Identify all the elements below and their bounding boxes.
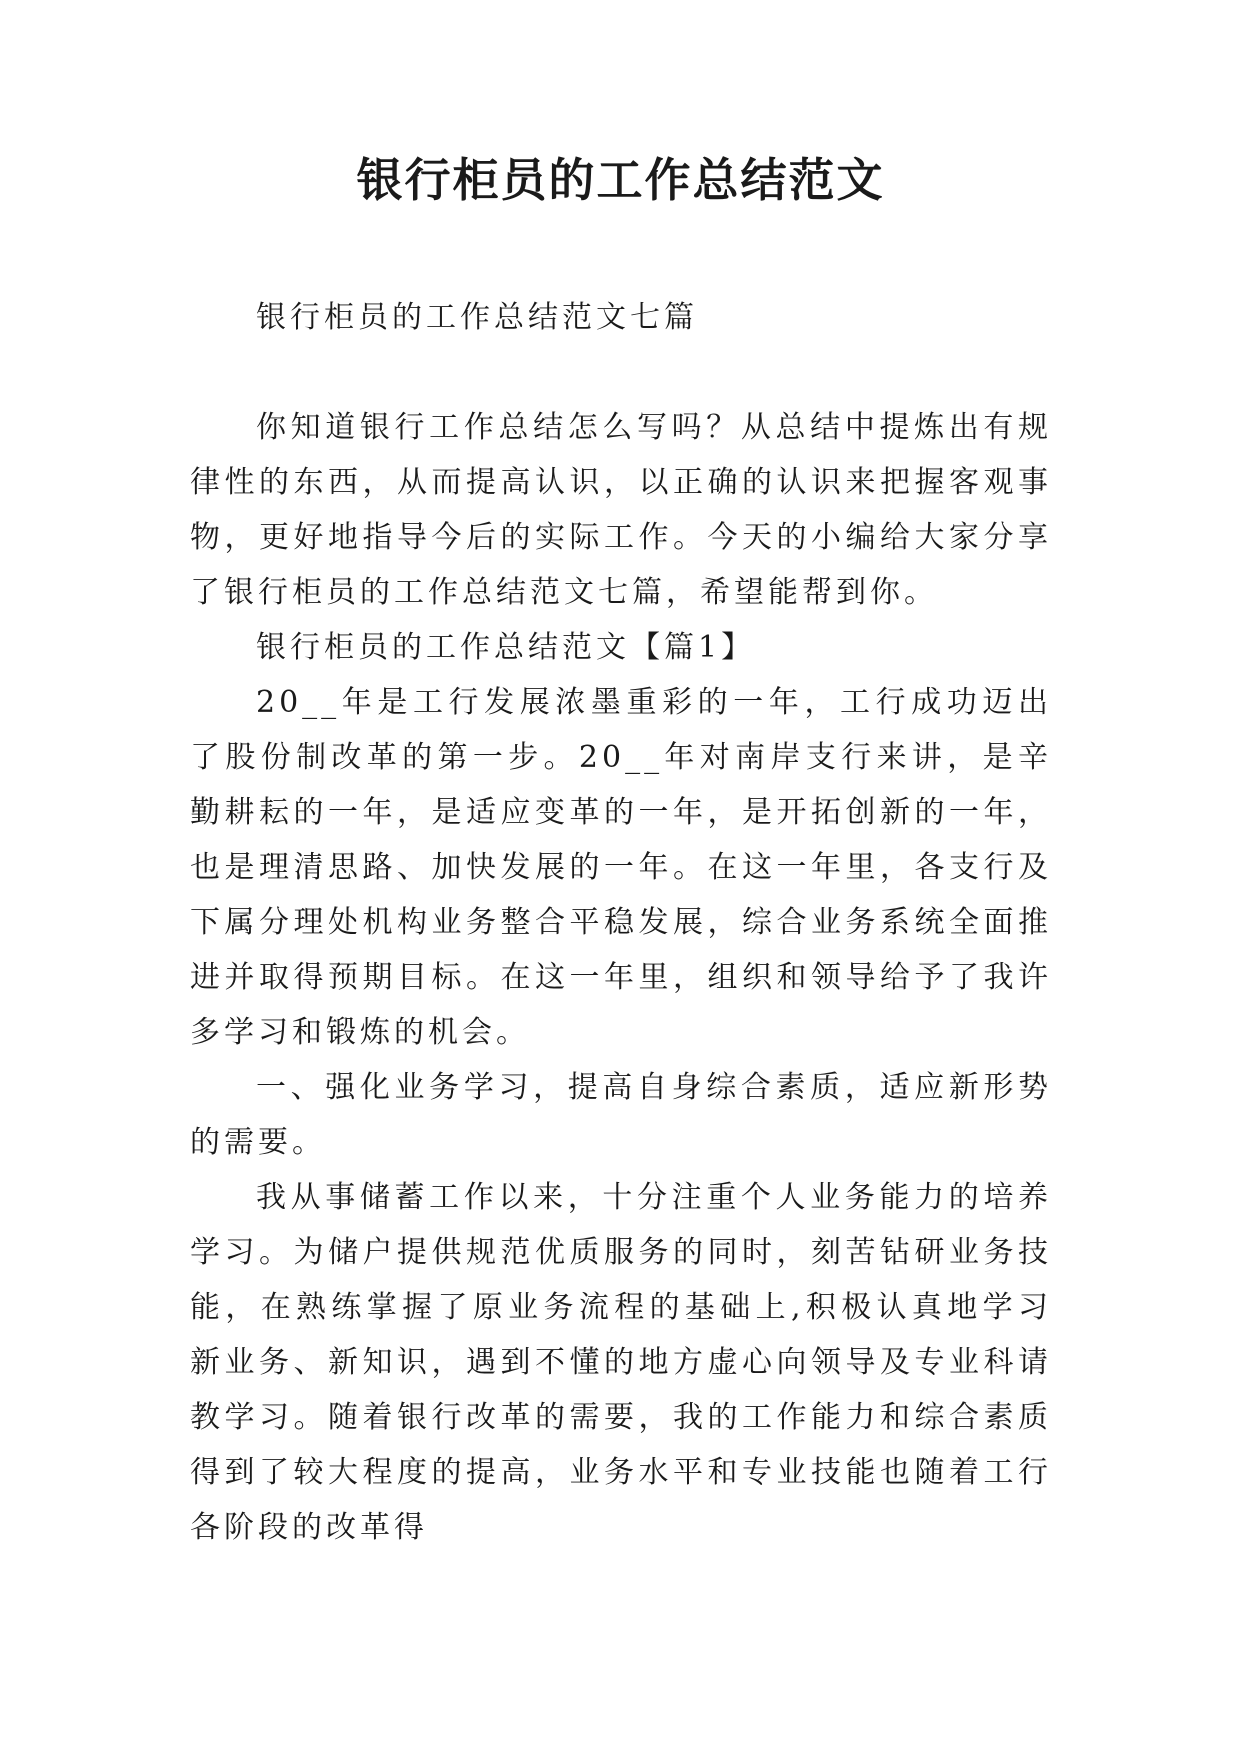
document-title: 银行柜员的工作总结范文: [356, 153, 885, 207]
document-subtitle: 银行柜员的工作总结范文七篇: [256, 300, 698, 335]
point-heading: 一、强化业务学习，提高自身综合素质，适应新形势的需要。: [190, 1070, 1052, 1160]
intro-paragraph: 你知道银行工作总结怎么写吗？从总结中提炼出有规律性的东西，从而提高认识，以正确的认识来把握客观事物，更好地指导今后的实际工作。今天的小编给大家分享了银行柜员的工作总结范文七篇，希望能帮到你。: [190, 410, 1052, 610]
body-paragraph: 20__年是工行发展浓墨重彩的一年，工行成功迈出了股份制改革的第一步。20__年对南岸支行来讲，是辛勤耕耘的一年，是适应变革的一年，是开拓创新的一年，也是理清思路、加快发展的一年。在这一年里，各支行及下属分理处机构业务整合平稳发展，综合业务系统全面推进并取得预期目标。在这一年里，组织和领导给予了我许多学习和锻炼的机会。: [190, 685, 1052, 1050]
section-heading: 银行柜员的工作总结范文【篇1】: [256, 630, 756, 665]
document-body: [190, 290, 1052, 1555]
body-paragraph: 我从事储蓄工作以来，十分注重个人业务能力的培养学习。为储户提供规范优质服务的同时，刻苦钻研业务技能，在熟练掌握了原业务流程的基础上,积极认真地学习新业务、新知识，遇到不懂的地方虚心向领导及专业科请教学习。随着银行改革的需要，我的工作能力和综合素质得到了较大程度的提高，业务水平和专业技能也随着工行各阶段的改革得: [190, 1180, 1052, 1545]
